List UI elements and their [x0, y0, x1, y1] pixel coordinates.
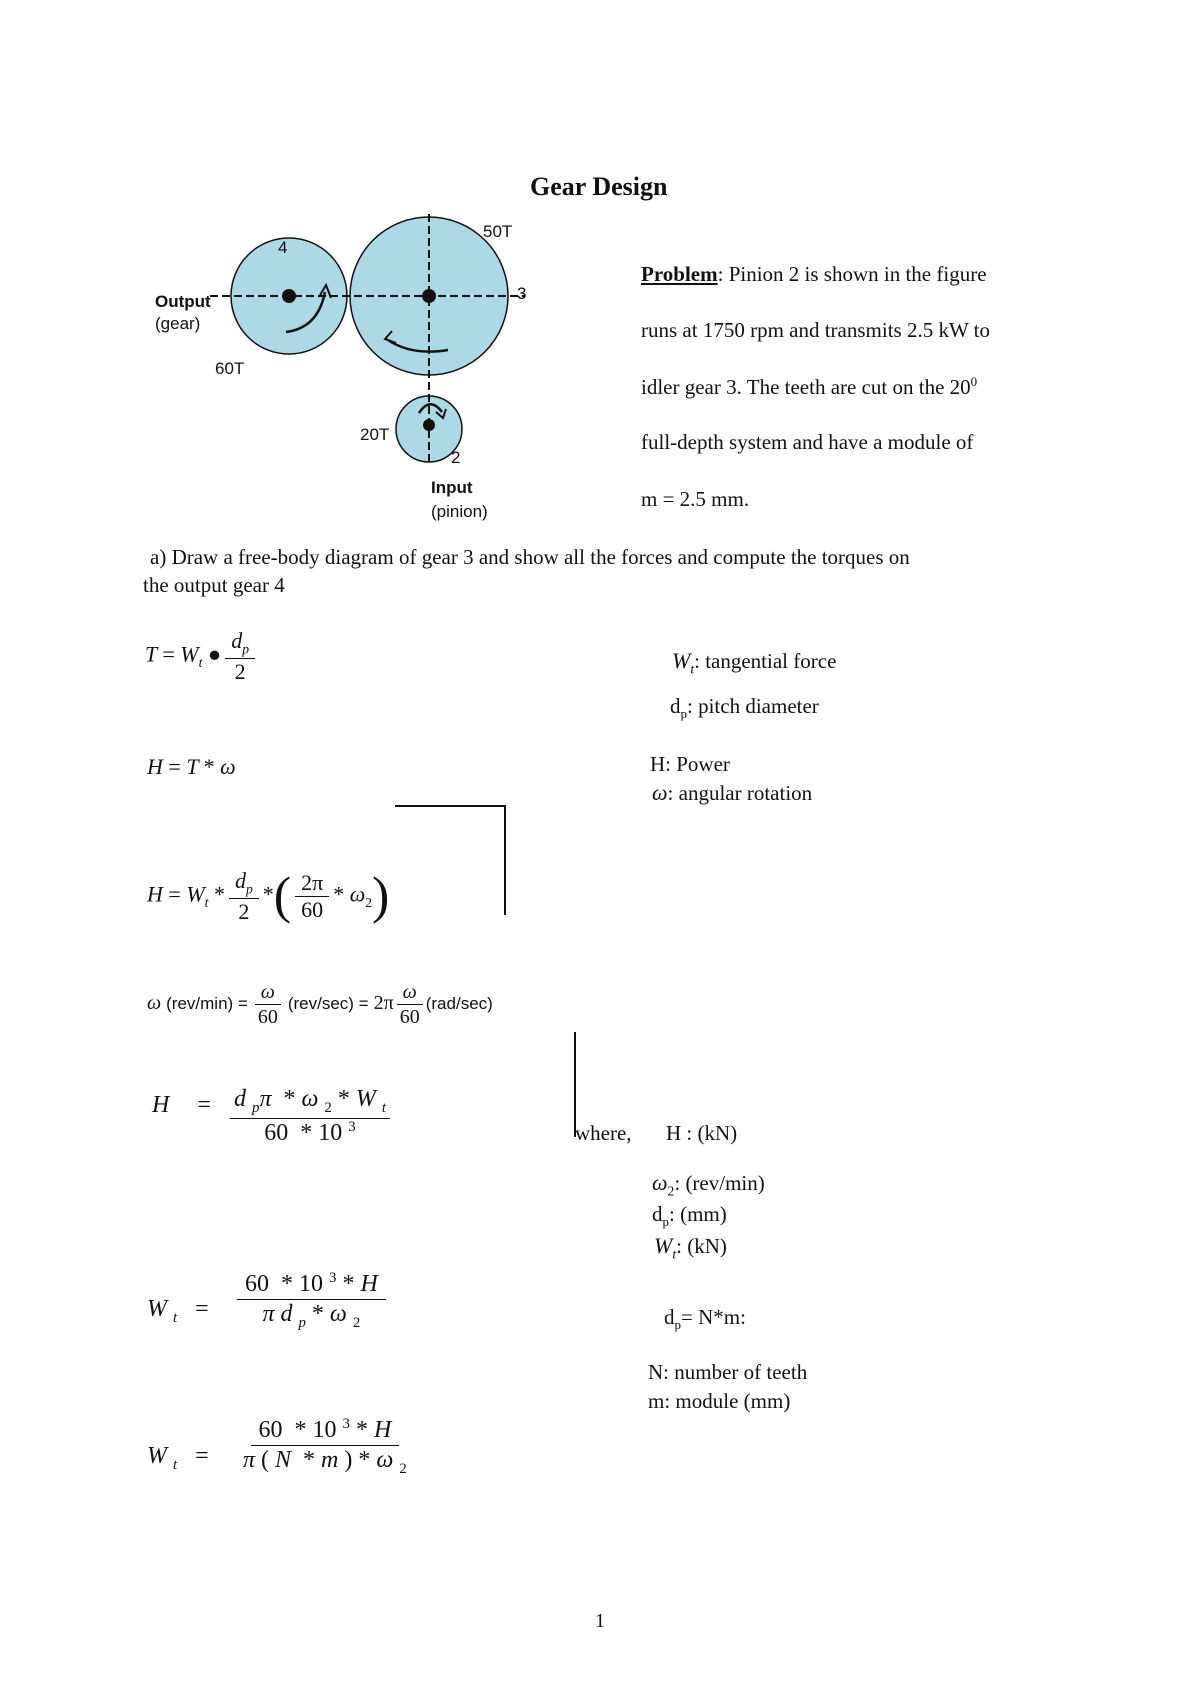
- part-a-line-1: a) Draw a free-body diagram of gear 3 and show all the forces and compute the torques on: [150, 545, 910, 569]
- degree-superscript: 0: [970, 374, 978, 389]
- legend-omega2-unit-text: : (rev/min): [674, 1171, 765, 1195]
- gear-3-hub: [422, 289, 436, 303]
- legend-dp-unit-text: : (mm): [669, 1202, 727, 1226]
- equation-omega-conversion: ω (rev/min) = $\frac{\omega}{60}$ (rev/sec) = 2π $\frac{\omega}{60}$ (rad/sec): [147, 981, 493, 1028]
- legend-power: H: Power: [650, 752, 730, 776]
- legend-dp-unit: $d_p$: (mm): [652, 1202, 727, 1230]
- label-wt-lhs: W $_t$ =: [147, 1296, 209, 1326]
- legend-dp-eq: $d_p= N*m$:: [664, 1305, 746, 1333]
- label-gear-3: 3: [517, 284, 527, 303]
- problem-line-1: [641, 262, 987, 287]
- equation-power-final: $\frac{d _p\pi * \omega _2 * W _t}{60 * 10 ^3}$: [230, 1085, 390, 1147]
- label-20t: 20T: [360, 425, 390, 444]
- legend-wt-text: : tangential force: [694, 649, 837, 673]
- legend-omega2-unit: $\omega_2$: (rev/min): [652, 1170, 765, 1199]
- legend-where: where,: [575, 1121, 632, 1145]
- part-a-line-2: the output gear 4: [143, 573, 285, 597]
- label-input-pinion: (pinion): [431, 502, 488, 521]
- equation-power: H = T * ω: [147, 754, 236, 779]
- legend-n: N: number of teeth: [648, 1360, 808, 1384]
- label-gear-4: 4: [278, 238, 288, 257]
- legend-m: m: module (mm): [648, 1389, 791, 1413]
- equation-wt-dp: $\frac{60 * 10 ^3 * H}{\pi d _p * \omega _2}$: [237, 1270, 386, 1332]
- problem-heading: Problem: [641, 262, 718, 286]
- bracket-line-top: [395, 805, 505, 807]
- label-wt-lhs-2: W $_t$ =: [147, 1443, 209, 1473]
- label-input: Input: [431, 478, 473, 497]
- gear-train-figure: [140, 200, 540, 510]
- problem-line-4: full-depth system and have a module of: [641, 430, 974, 454]
- problem-line-1-text: : Pinion 2 is shown in the figure: [717, 262, 987, 286]
- gear-2-hub: [423, 419, 435, 431]
- problem-line-3-text: idler gear 3. The teeth are cut on the 20: [641, 375, 971, 399]
- label-60t: 60T: [215, 359, 245, 378]
- problem-line-5: m = 2.5 mm.: [641, 487, 750, 511]
- label-gear-2: 2: [451, 448, 461, 467]
- legend-wt-unit: $W_t$: (kN): [654, 1233, 727, 1262]
- legend-dp-text: : pitch diameter: [687, 694, 819, 718]
- problem-line-3: [641, 374, 977, 400]
- legend-dp-eq-text: = N*m:: [681, 1305, 746, 1329]
- legend-omega: ω: angular rotation: [652, 780, 813, 805]
- equation-wt-nm: $\frac{60 * 10 ^3 * H}{\pi ( N * m ) * \omega _2}$: [243, 1416, 407, 1477]
- legend-dp: $d_p$: pitch diameter: [670, 694, 819, 722]
- equation-torque: $T = W_t$ ● $\frac{d_p}{2}$: [145, 628, 259, 685]
- legend-omega-text: : angular rotation: [667, 781, 813, 805]
- equation-power-expanded: $H = W_t$ * $\frac{d_p}{2}$ *( $\frac{2\pi}{60}$ * $\omega_2$): [147, 867, 390, 925]
- legend-h-unit: H : (kN): [666, 1121, 738, 1145]
- page-number: 1: [595, 1610, 605, 1632]
- problem-line-2: runs at 1750 rpm and transmits 2.5 kW to: [641, 318, 990, 342]
- page-title: Gear Design: [530, 172, 668, 201]
- label-output: Output: [155, 292, 211, 311]
- legend-wt-unit-text: : (kN): [676, 1234, 727, 1258]
- gear-4-hub: [282, 289, 296, 303]
- legend-wt: $W_t$: tangential force: [672, 648, 837, 677]
- label-h-lhs: H =: [152, 1092, 211, 1118]
- label-50t: 50T: [483, 222, 513, 241]
- label-output-gear: (gear): [155, 314, 201, 333]
- bracket-line-right: [504, 805, 506, 915]
